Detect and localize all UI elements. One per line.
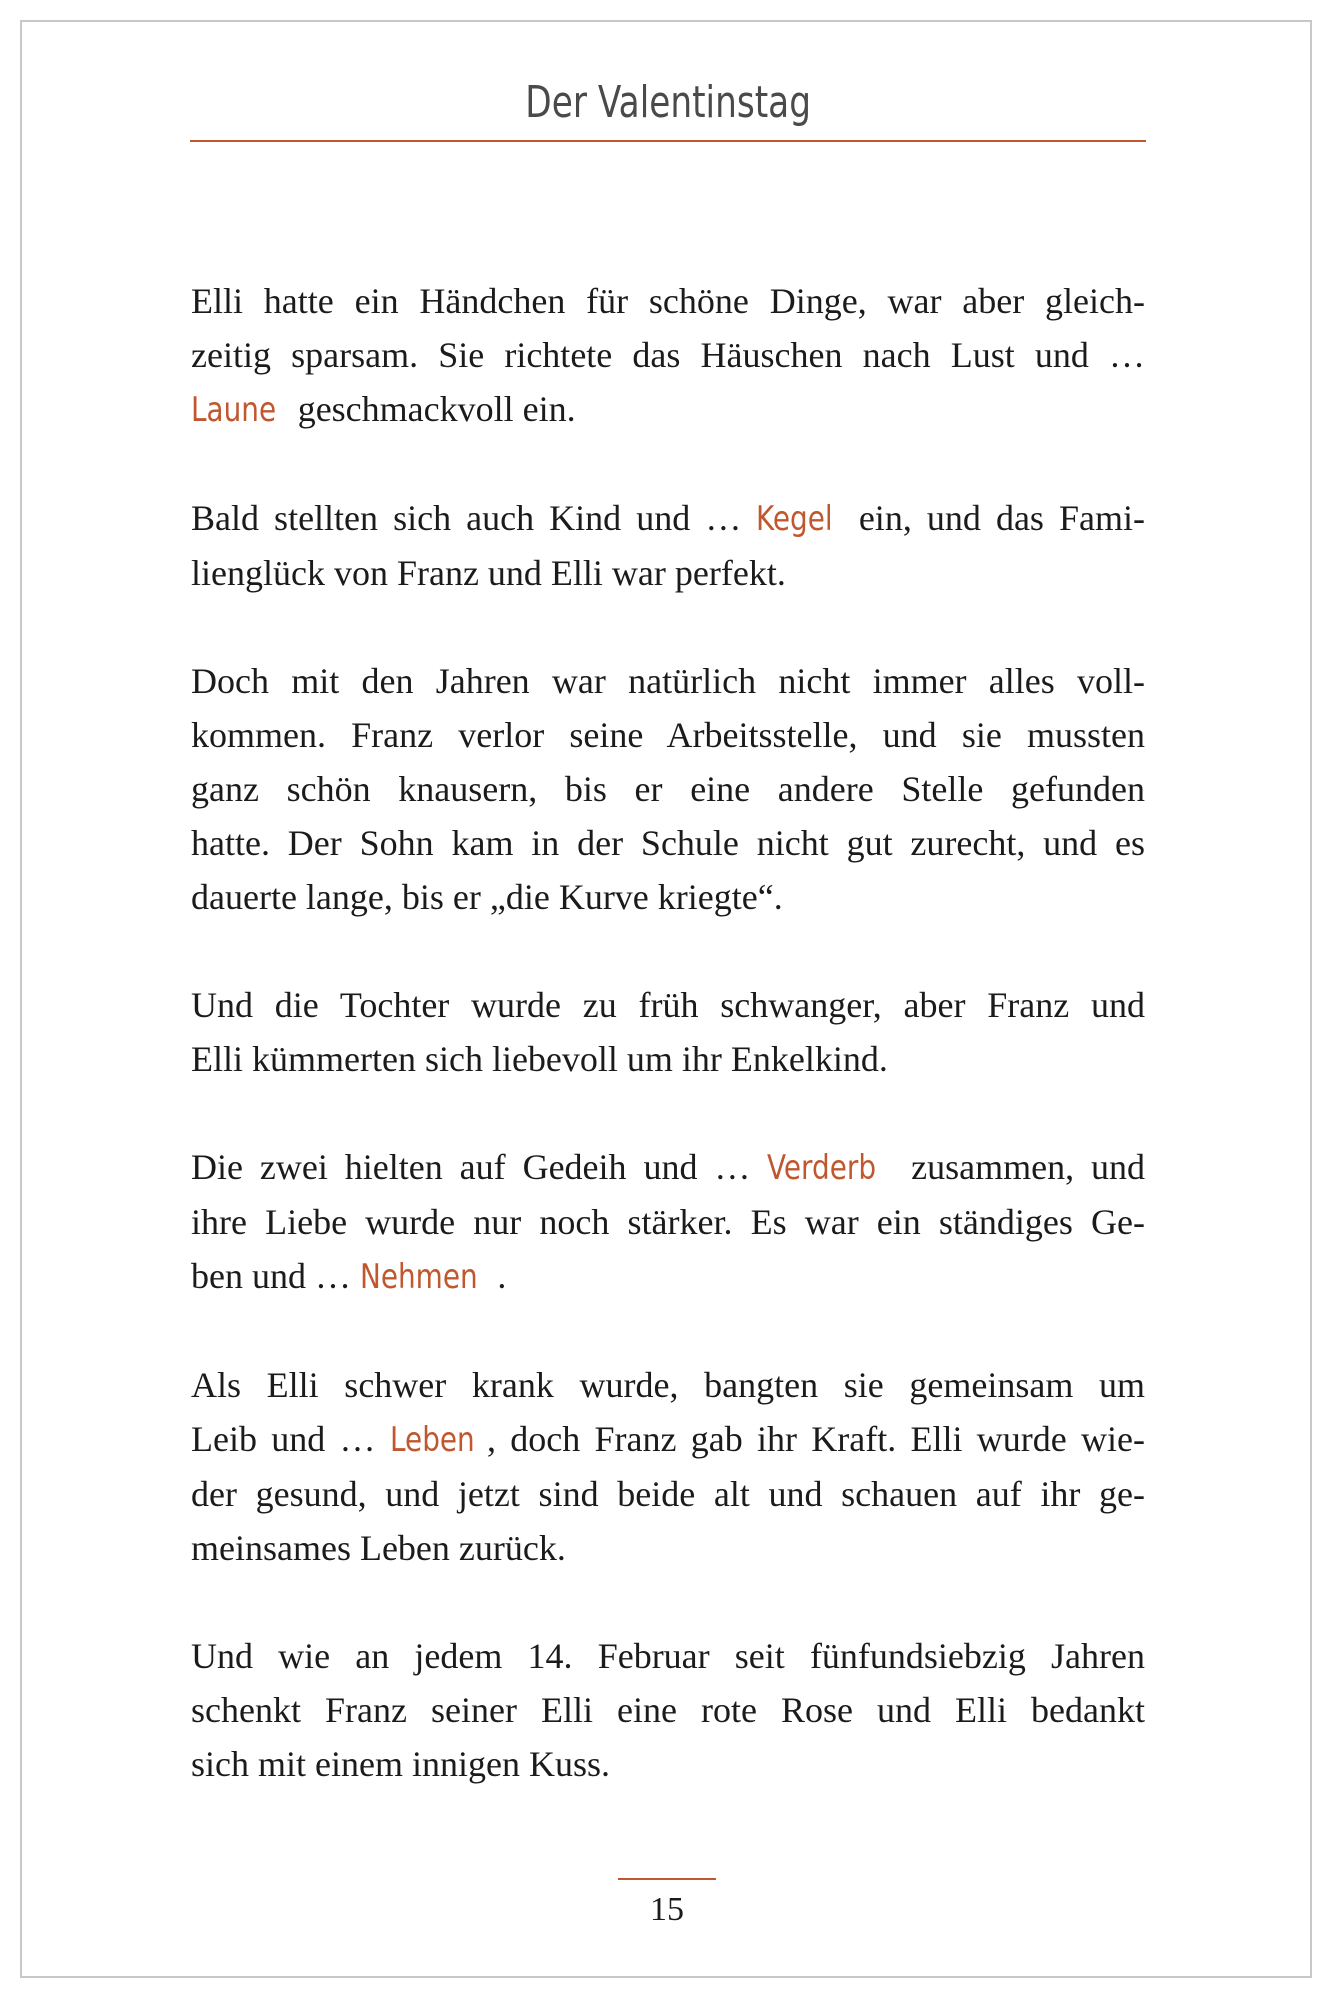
text-line — [191, 491, 1145, 546]
text-line — [191, 1629, 1145, 1683]
text-line — [191, 1358, 1145, 1412]
highlighted-word: Kegel — [756, 499, 834, 539]
paragraph — [191, 1358, 1145, 1575]
text-segment: Elli hatte ein Händchen für schöne Dinge, war aber gleich- — [191, 281, 1145, 321]
text-line — [191, 1140, 1145, 1195]
text-line — [191, 328, 1145, 382]
text-segment: Und wie an jedem 14. Februar seit fünfundsiebzig Jahren — [191, 1636, 1145, 1676]
text-segment: Bald stellten sich auch Kind und … — [191, 498, 757, 538]
text-line — [191, 1412, 1145, 1467]
text-segment: hatte. Der Sohn kam in der Schule nicht gut zurecht, und es — [191, 823, 1145, 863]
paragraph — [191, 978, 1145, 1086]
paragraph — [191, 1629, 1145, 1791]
text-line — [191, 762, 1145, 816]
text-segment: Elli kümmerten sich liebevoll um ihr Enkelkind. — [191, 1039, 888, 1079]
text-segment: schenkt Franz seiner Elli eine rote Rose und Elli bedankt — [191, 1690, 1145, 1730]
text-segment: Die zwei hielten auf Gedeih und … — [191, 1147, 768, 1187]
text-segment: zusammen, und — [894, 1147, 1145, 1187]
text-segment: Doch mit den Jahren war natürlich nicht immer alles voll- — [191, 661, 1145, 701]
text-segment: kommen. Franz verlor seine Arbeitsstelle, und sie mussten — [191, 715, 1145, 755]
text-line — [191, 1467, 1145, 1521]
text-segment: dauerte lange, bis er „die Kurve kriegte“. — [191, 877, 783, 917]
text-segment: geschmackvoll ein. — [288, 389, 576, 429]
paragraph — [191, 1140, 1145, 1304]
text-line — [191, 1195, 1145, 1249]
highlighted-word: Verderb — [767, 1148, 877, 1188]
highlighted-word: Laune — [191, 390, 277, 430]
text-segment: Und die Tochter wurde zu früh schwanger, aber Franz und — [191, 985, 1145, 1025]
text-segment: ganz schön knausern, bis er eine andere Stelle gefunden — [191, 769, 1145, 809]
text-segment: ihre Liebe wurde nur noch stärker. Es war ein ständiges Ge- — [191, 1202, 1145, 1242]
highlighted-word: Nehmen — [359, 1257, 478, 1297]
text-segment: . — [497, 1256, 507, 1296]
text-segment: sich mit einem innigen Kuss. — [191, 1744, 610, 1784]
text-line — [191, 382, 1145, 437]
text-segment: lienglück von Franz und Elli war perfekt. — [191, 553, 786, 593]
text-line — [191, 1521, 1145, 1575]
text-line — [191, 708, 1145, 762]
highlighted-word: Leben — [389, 1420, 475, 1460]
text-line — [191, 816, 1145, 870]
text-segment: meinsames Leben zurück. — [191, 1528, 566, 1568]
text-segment: Als Elli schwer krank wurde, bangten sie gemeinsam um — [191, 1365, 1145, 1405]
text-line — [191, 1737, 1145, 1791]
text-segment: , doch Franz gab ihr Kraft. Elli wurde wie- — [487, 1419, 1145, 1459]
text-line — [191, 1249, 1145, 1304]
header-rule — [190, 140, 1146, 142]
text-line — [191, 1683, 1145, 1737]
paragraph — [191, 654, 1145, 924]
page-title: Der Valentinstag — [525, 77, 811, 128]
running-header — [190, 68, 1146, 138]
paragraph — [191, 274, 1145, 437]
text-line — [191, 870, 1145, 924]
text-line — [191, 546, 1145, 600]
text-line — [191, 274, 1145, 328]
text-line — [191, 978, 1145, 1032]
text-segment: ben und … — [191, 1256, 360, 1296]
text-segment: zeitig sparsam. Sie richtete das Häuschen nach Lust und … — [191, 335, 1145, 375]
text-segment: Leib und … — [191, 1419, 390, 1459]
footer-rule — [618, 1878, 716, 1880]
text-segment: der gesund, und jetzt sind beide alt und schauen auf ihr ge- — [191, 1474, 1145, 1514]
text-line — [191, 1032, 1145, 1086]
story-text — [191, 274, 1145, 1845]
text-line — [191, 654, 1145, 708]
paragraph — [191, 491, 1145, 600]
page-number: 15 — [650, 1891, 684, 1928]
text-segment: ein, und das Fami- — [843, 498, 1145, 538]
